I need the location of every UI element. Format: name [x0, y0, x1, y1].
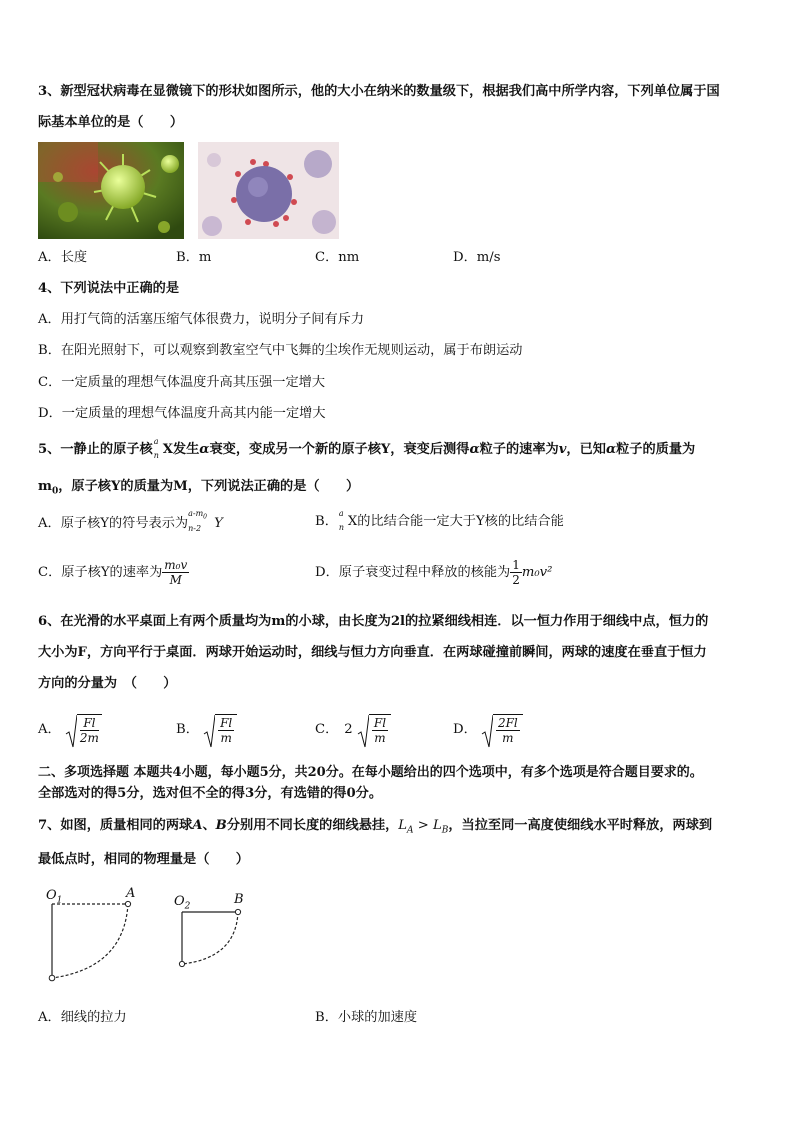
label-o1: $O_1$ [46, 888, 63, 906]
label-a: A [126, 886, 136, 901]
q3-option-b[interactable]: B．m [176, 250, 212, 265]
q3-stem-line1: 3、新型冠状病毒在显微镜下的形状如图所示，他的大小在纳米的数量级下，根据我们高中所学内容，下列单位属于国 [38, 84, 720, 99]
q6-stem-line1: 6、在光滑的水平桌面上有两个质量均为m的小球，由长度为2l的拉紧细线相连．以一恒力作用于细线中点，恒力的 [38, 614, 709, 629]
q4-option-a[interactable]: A．用打气筒的活塞压缩气体很费力，说明分子间有斥力 [38, 312, 365, 327]
pendulum-figure [40, 888, 270, 988]
q6-stem-line2: 大小为F，方向平行于桌面．两球开始运动时，细线与恒力方向垂直．在两球碰撞前瞬间，两球的速度在垂直于恒力 [38, 645, 707, 660]
virus-image-purple [198, 142, 339, 239]
section2-heading-line2: 全部选对的得5分，选对但不全的得3分，有选错的得0分。 [38, 786, 383, 801]
q7-option-a[interactable]: A．细线的拉力 [38, 1010, 127, 1025]
virus-image-green [38, 142, 184, 239]
q3-option-d[interactable]: D．m/s [453, 250, 501, 265]
section2-heading-line1: 二、多项选择题 本题共4小题，每小题5分，共20分。在每小题给出的四个选项中，有多个选项是符合题目要求的。 [38, 765, 703, 780]
q7-stem-line2: 最低点时，相同的物理量是（ ） [38, 852, 249, 867]
sqrt-sign: $\frac{Fl}{m}$ [203, 714, 237, 745]
q4-option-b[interactable]: B．在阳光照射下，可以观察到教室空气中飞舞的尘埃作无规则运动，属于布朗运动 [38, 343, 523, 358]
q7-stem-line1: 7、如图，质量相同的两球A、B分别用不同长度的细线悬挂，$L_A > L_B$，当拉至同一高度使细线水平时释放，两球到 [38, 818, 713, 836]
q4-option-c[interactable]: C．一定质量的理想气体温度升高其压强一定增大 [38, 375, 326, 390]
q5-stem-line2: $m_0$，原子核Y的质量为M，下列说法正确的是（ ） [38, 479, 360, 497]
q5-option-c[interactable]: C．原子核Y的速率为 $\frac{\text{m₀v}}{M}$ [38, 558, 188, 587]
q7-option-b[interactable]: B．小球的加速度 [315, 1010, 418, 1025]
q5-stem-line1: 5、一静止的原子核 a n X发生α衰变，变成另一个新的原子核Y，衰变后测得α粒子的速率为v，已知α粒子的质量为 [38, 437, 696, 460]
q6-option-d[interactable]: D． $\frac{2Fl}{m}$ [453, 714, 523, 745]
q6-option-a[interactable]: A． $\frac{Fl}{2m}$ [38, 714, 102, 745]
q5-option-a[interactable]: A．原子核Y的符号表示为 $a-m_0$ n-2 Y [38, 509, 223, 533]
q3-option-a[interactable]: A．长度 [38, 250, 88, 265]
label-b: B [234, 892, 244, 907]
q3-stem-line2: 际基本单位的是（ ） [38, 115, 184, 130]
q4-option-d[interactable]: D．一定质量的理想气体温度升高其内能一定增大 [38, 406, 326, 421]
sqrt-sign: $\frac{2Fl}{m}$ [481, 714, 523, 745]
q6-stem-line3: 方向的分量为 （ ） [38, 676, 177, 691]
q6-option-c[interactable]: C． 2 $\frac{Fl}{m}$ [315, 714, 391, 745]
label-o2: $O_2$ [174, 894, 191, 912]
q3-option-c[interactable]: C．nm [315, 250, 360, 265]
q6-option-b[interactable]: B． $\frac{Fl}{m}$ [176, 714, 237, 745]
sqrt-sign: $\frac{Fl}{m}$ [357, 714, 391, 745]
q4-stem: 4、下列说法中正确的是 [38, 281, 180, 296]
q5-option-b[interactable]: B． a n X的比结合能一定大于Y核的比结合能 [315, 509, 564, 532]
sqrt-sign: $\frac{Fl}{2m}$ [65, 714, 102, 745]
q5-option-d[interactable]: D．原子衰变过程中释放的核能为 $\frac{1}{2}$ m₀v² [315, 558, 553, 587]
